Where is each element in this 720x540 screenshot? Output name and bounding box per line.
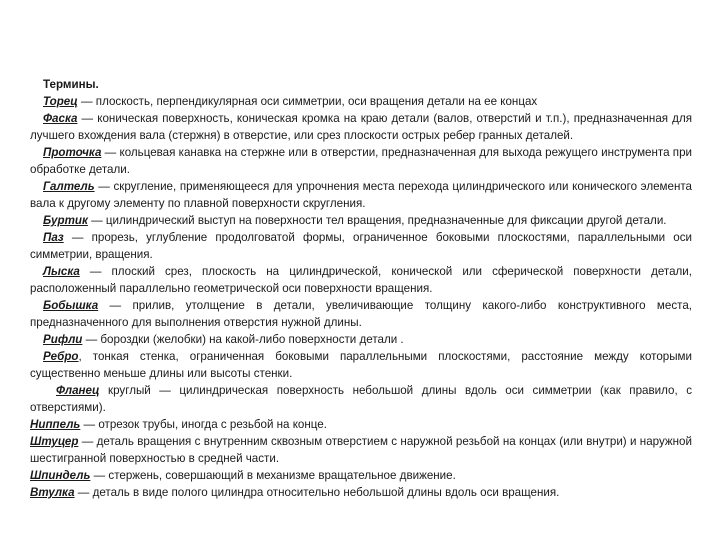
term-definition: , тонкая стенка, ограниченная боковыми параллельными плоскостями, расстояние между которыми существенно меньше длины или высоты стенки. [30,350,692,380]
term-definition: — отрезок трубы, иногда с резьбой на конце. [80,418,327,431]
term-name: Торец [43,95,78,108]
term-definition: — скругление, применяющееся для упрочнения места перехода цилиндрического или конического элемента вала к другому элементу по плавной поверхности скругления. [30,180,692,210]
term-name: Паз [43,231,64,244]
term-definition: — деталь в виде полого цилиндра относительно небольшой длины вдоль оси вращения. [74,486,560,499]
term-name: Ребро [43,350,79,363]
term-entry-shpindel [30,467,692,484]
term-definition: — деталь вращения с внутренним сквозным отверстием с наружной резьбой на концах (или внутри) и наружной шестигранной поверхностью в средней части. [30,435,692,465]
term-name: Проточка [43,146,102,159]
term-definition: — коническая поверхность, коническая кромка на краю детали (валов, отверстий и т.п.), предназначенная для лучшего вхождения вала (стержня) в отверстие, или срез плоскости острых ребер гранных деталей. [30,112,692,142]
term-entry-vtulka [30,484,692,501]
term-name: Лыска [43,265,80,278]
term-name: Рифли [43,333,83,346]
term-definition: — прорезь, углубление продолговатой формы, ограниченное боковыми плоскостями, параллельными оси симметрии, вращения. [30,231,692,261]
document-body [30,76,692,501]
term-entry-bobyshka [30,297,692,331]
term-name: Штуцер [30,435,79,448]
term-name: Ниппель [30,418,81,431]
term-definition: — стержень, совершающий в механизме вращательное движение. [90,469,456,482]
term-definition: круглый — цилиндрическая поверхность небольшой длины вдоль оси симметрии (как правило, с отверстиями). [30,384,692,414]
term-entry-protochka [30,144,692,178]
term-name: Фланец [56,384,100,397]
term-name: Шпиндель [30,469,91,482]
term-name: Втулка [30,486,75,499]
term-entry-lyska [30,263,692,297]
term-definition: — бороздки (желобки) на какой-либо поверхности детали . [82,333,404,346]
term-entry-nippel [30,416,692,433]
term-entry-burtik [30,212,692,229]
term-entry-galtel [30,178,692,212]
document-title: Термины. [43,78,99,91]
term-entry-rebro [30,348,692,382]
term-definition: — кольцевая канавка на стержне или в отверстии, предназначенная для выхода режущего инструмента при обработке детали. [30,146,692,176]
term-definition: — плоский срез, плоскость на цилиндрической, конической или сферической поверхности детали, расположенный параллельно геометрической оси поверхности вращения. [30,265,692,295]
term-name: Галтель [43,180,95,193]
term-name: Бобышка [43,299,99,312]
term-name: Фаска [43,112,78,125]
term-definition: — цилиндрический выступ на поверхности тел вращения, предназначенные для фиксации другой детали. [87,214,667,227]
term-definition: — прилив, утолщение в детали, увеличивающие толщину какого-либо конструктивного места, предназначенного для выполнения отверстия нужной длины. [30,299,692,329]
term-definition: — плоскость, перпендикулярная оси симметрии, оси вращения детали на ее концах [77,95,538,108]
term-entry-paz [30,229,692,263]
term-name: Буртик [43,214,88,227]
term-entry-faska [30,110,692,144]
term-entry-rifli [30,331,692,348]
term-entry-torets [30,93,692,110]
term-entry-shtutser [30,433,692,467]
term-entry-flanets [30,382,692,416]
